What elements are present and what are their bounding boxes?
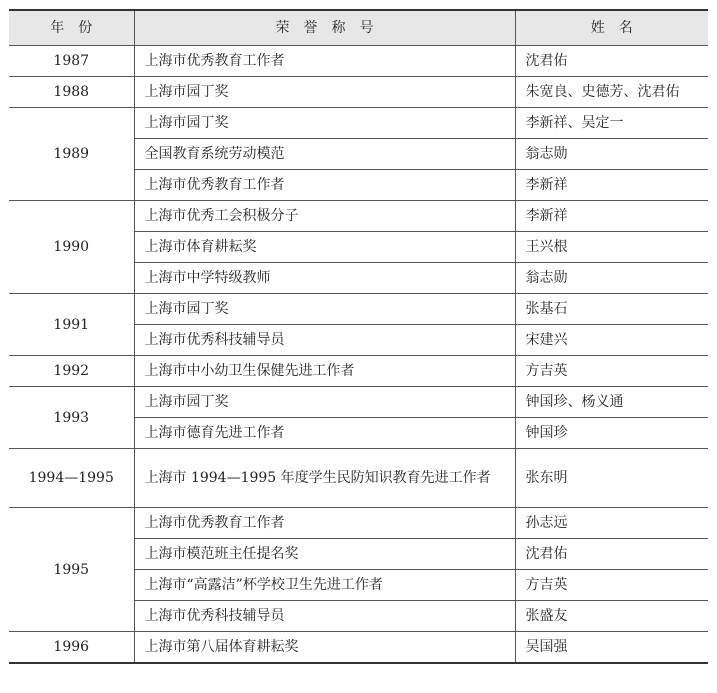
person-name-cell: 吴国强 [515,632,708,664]
honor-title-cell: 上海市模范班主任提名奖 [134,539,515,570]
honor-title-cell: 上海市中小幼卫生保健先进工作者 [134,356,515,387]
year-cell: 1996 [9,632,134,664]
person-name-cell: 张东明 [515,449,708,508]
honor-title-cell: 全国教育系统劳动模范 [134,139,515,170]
person-name-cell: 张基石 [515,294,708,325]
person-name-cell: 方吉英 [515,570,708,601]
honor-title-cell: 上海市 1994—1995 年度学生民防知识教育先进工作者 [134,449,515,508]
honor-title-cell: 上海市园丁奖 [134,77,515,108]
honor-title-cell: 上海市园丁奖 [134,387,515,418]
person-name-cell: 朱宽良、史德芳、沈君佑 [515,77,708,108]
honor-title-cell: 上海市优秀科技辅导员 [134,601,515,632]
honors-table [9,9,708,664]
table-row [9,508,708,539]
year-cell: 1987 [9,46,134,77]
header-year: 年 份 [9,10,134,46]
table-row [9,632,708,664]
person-name-cell: 王兴根 [515,232,708,263]
header-name: 姓 名 [515,10,708,46]
table-row [9,387,708,418]
year-cell: 1988 [9,77,134,108]
person-name-cell: 钟国珍、杨义通 [515,387,708,418]
table-row [9,201,708,232]
table-row [9,77,708,108]
honor-title-cell: 上海市体育耕耘奖 [134,232,515,263]
person-name-cell: 孙志远 [515,508,708,539]
honor-title-cell: 上海市优秀工会积极分子 [134,201,515,232]
year-cell: 1991 [9,294,134,356]
person-name-cell: 翁志勋 [515,263,708,294]
honor-title-cell: 上海市“高露洁”杯学校卫生先进工作者 [134,570,515,601]
person-name-cell: 宋建兴 [515,325,708,356]
honor-title-cell: 上海市第八届体育耕耘奖 [134,632,515,664]
person-name-cell: 沈君佑 [515,539,708,570]
person-name-cell: 沈君佑 [515,46,708,77]
honor-title-cell: 上海市优秀教育工作者 [134,170,515,201]
honor-title-cell: 上海市优秀科技辅导员 [134,325,515,356]
person-name-cell: 方吉英 [515,356,708,387]
honor-title-cell: 上海市园丁奖 [134,294,515,325]
person-name-cell: 钟国珍 [515,418,708,449]
header-row [9,10,708,46]
year-cell: 1995 [9,508,134,632]
honor-title-cell: 上海市优秀教育工作者 [134,508,515,539]
honor-title-cell: 上海市优秀教育工作者 [134,46,515,77]
year-cell: 1993 [9,387,134,449]
honor-title-cell: 上海市德育先进工作者 [134,418,515,449]
table-row [9,108,708,139]
year-cell: 1990 [9,201,134,294]
person-name-cell: 李新祥、吴定一 [515,108,708,139]
table-row [9,449,708,508]
table-row [9,356,708,387]
year-cell: 1994—1995 [9,449,134,508]
honor-title-cell: 上海市中学特级教师 [134,263,515,294]
honor-title-cell: 上海市园丁奖 [134,108,515,139]
person-name-cell: 翁志勋 [515,139,708,170]
person-name-cell: 李新祥 [515,170,708,201]
table-row [9,294,708,325]
year-cell: 1989 [9,108,134,201]
table-row [9,46,708,77]
year-cell: 1992 [9,356,134,387]
header-title: 荣 誉 称 号 [134,10,515,46]
person-name-cell: 李新祥 [515,201,708,232]
person-name-cell: 张盛友 [515,601,708,632]
